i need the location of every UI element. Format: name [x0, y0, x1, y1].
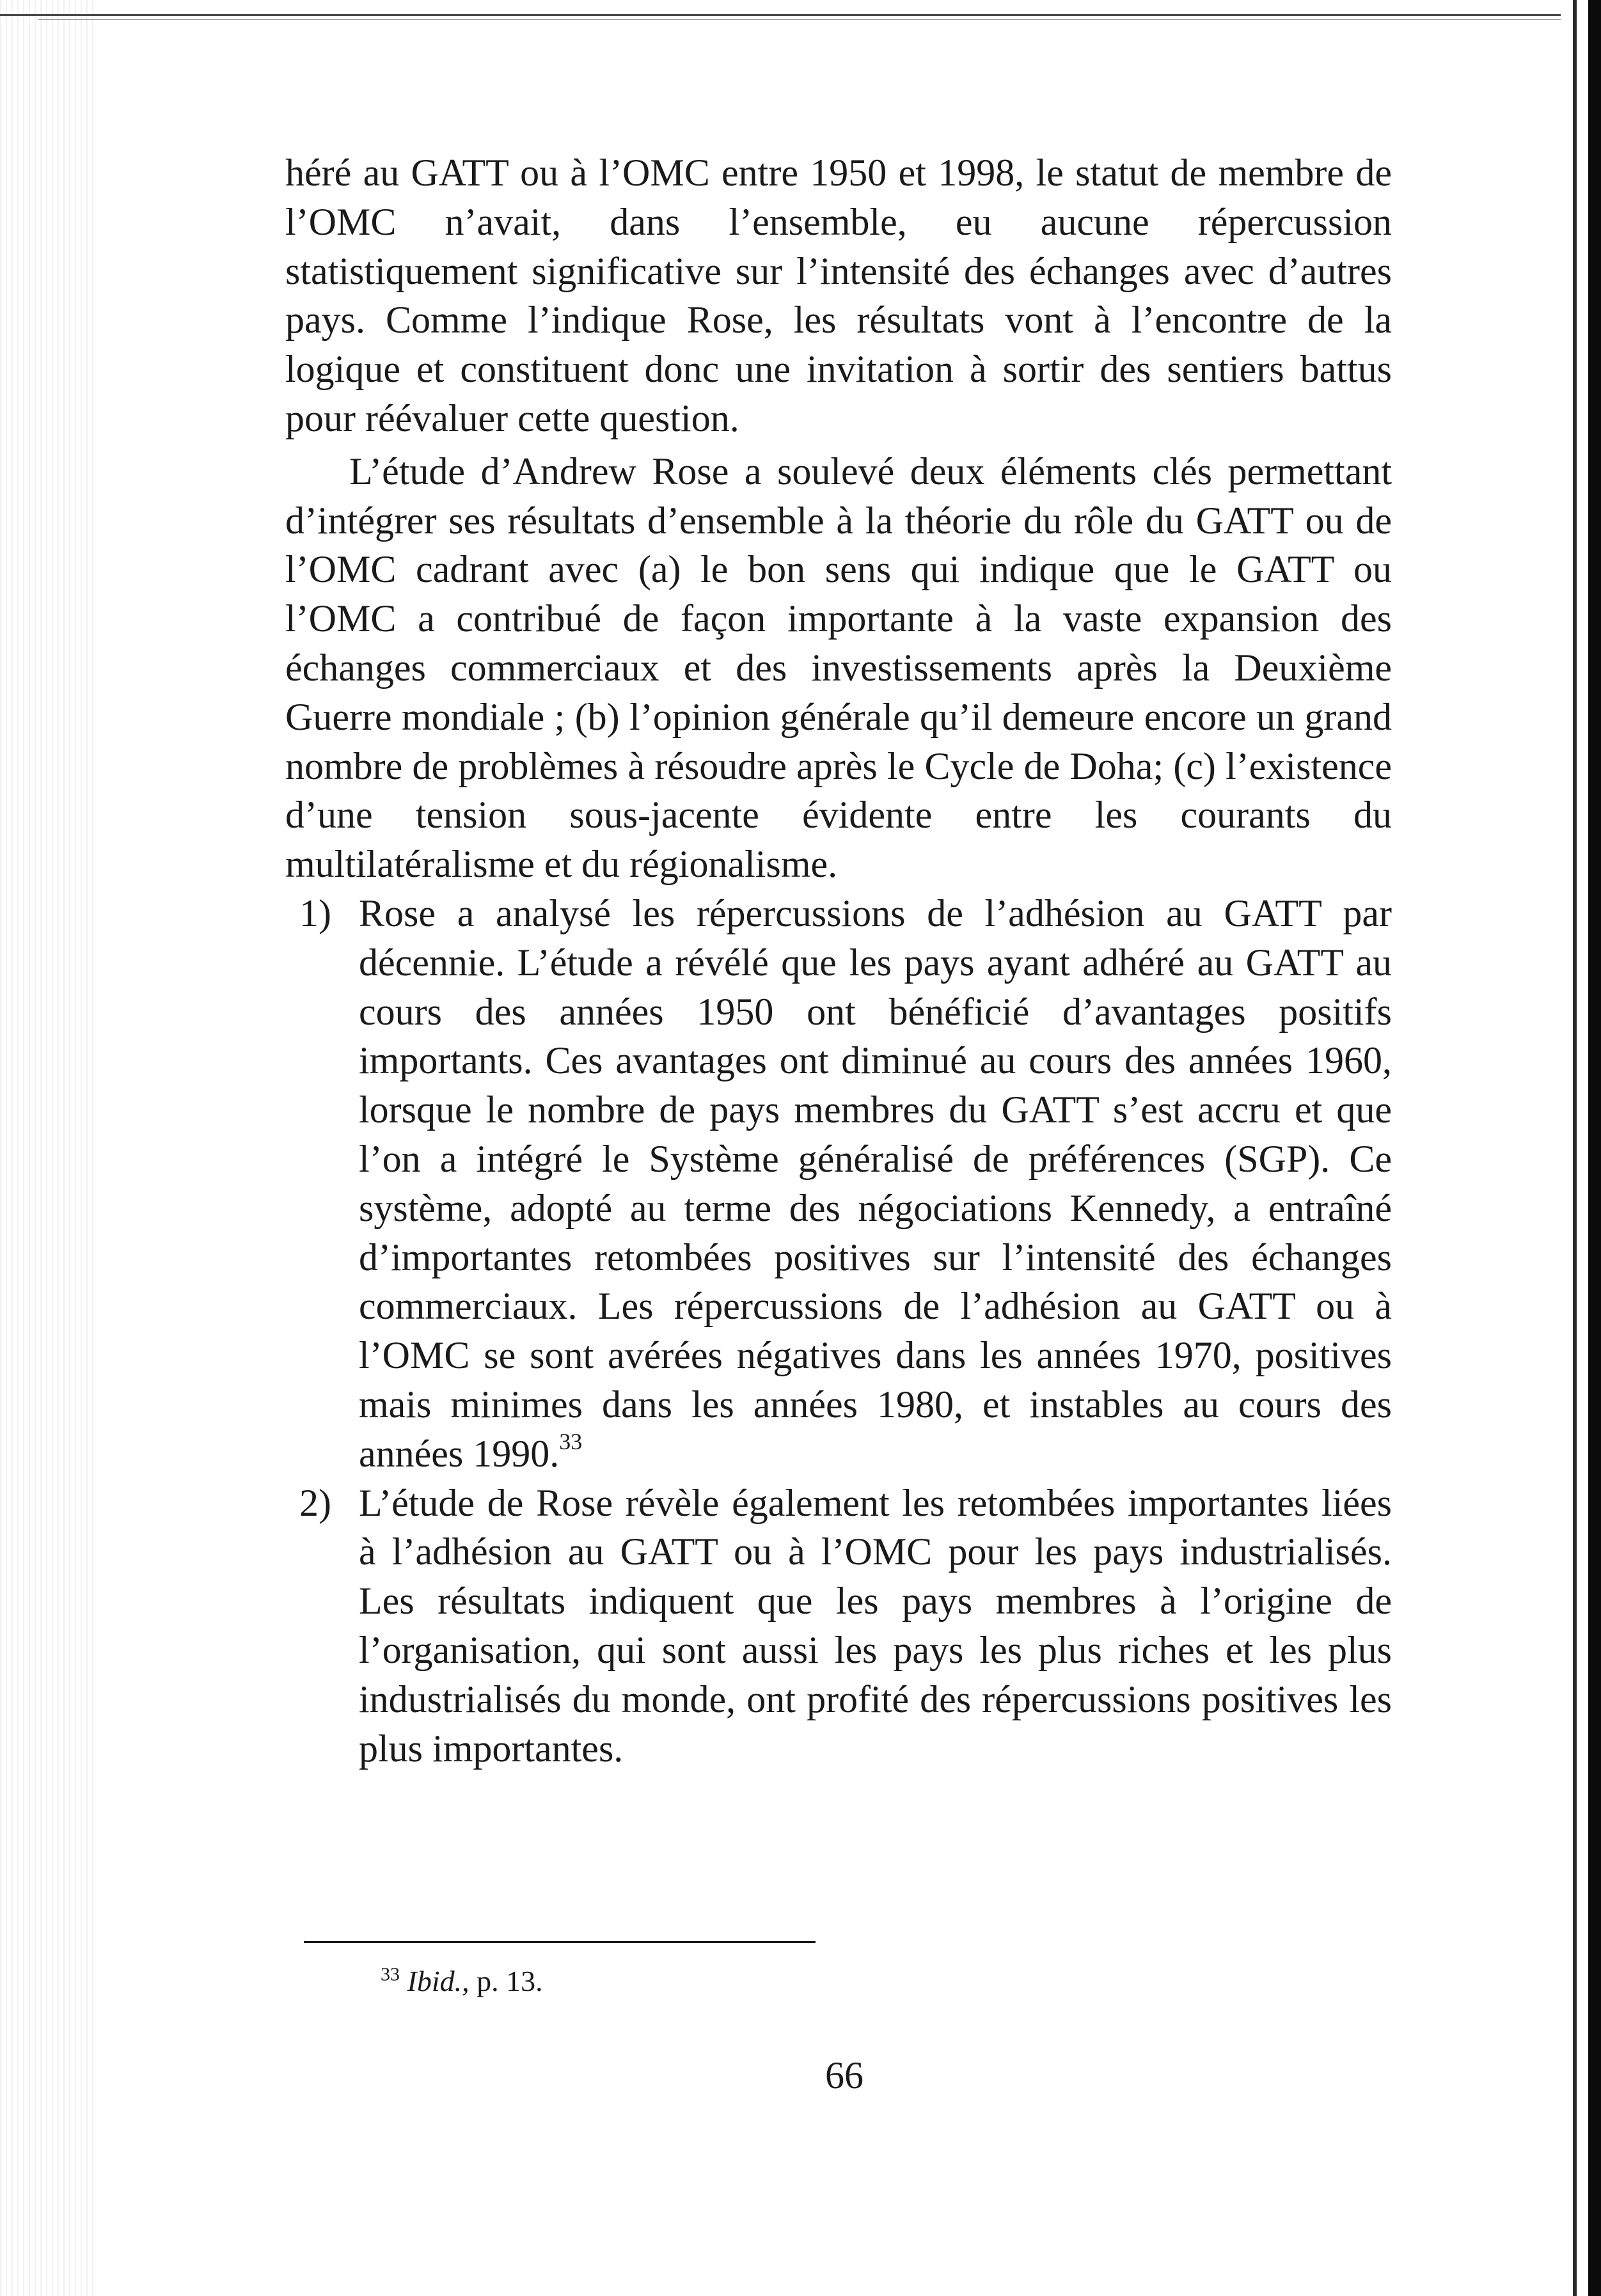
footnote-separator: [304, 1941, 816, 1943]
scan-right-border-thin: [1573, 0, 1577, 2296]
list-item: [285, 1479, 1392, 1773]
list-item-text: Rose a analysé les répercussions de l’adhésion au GATT par décennie. L’étude a révélé que les pays ayant adhéré au GATT au cours des années 1950 ont bénéficié d’avantages positifs importants. Ces avantages ont diminué au cours des années 1960, lorsque le nombre de pays membres du GATT s’est accru et que l’on a intégré le Système généralisé de préférences (SGP). Ce système, adopté au terme des négociations Kennedy, a entraîné d’importantes retombées positives sur l’intensité des échanges commerciaux. Les répercussions de l’adhésion au GATT ou à l’OMC se sont avérées négatives dans les années 1970, positives mais minimes dans les années 1980, et instables au cours des années 1990.: [359, 892, 1392, 1475]
footnote-reference[interactable]: 33: [559, 1428, 583, 1454]
paragraph-main: L’étude d’Andrew Rose a soulevé deux éléments clés permettant d’intégrer ses résultats d’ensemble à la théorie du rôle du GATT ou de l’OMC cadrant avec (a) le bon sens qui indique que le GATT ou l’OMC a contribué de façon importante à la vaste expansion des échanges commerciaux et des investissements après la Deuxième Guerre mondiale ; (b) l’opinion générale qu’il demeure encore un grand nombre de problèmes à résoudre après le Cycle de Doha; (c) l’existence d’une tension sous-jacente évidente entre les courants du multilatéralisme et du régionalisme.: [285, 450, 1392, 886]
paragraph-continued: héré au GATT ou à l’OMC entre 1950 et 1998, le statut de membre de l’OMC n’avait, dans l’ensemble, eu aucune répercussion statistiquement significative sur l’intensité des échanges avec d’autres pays. Comme l’indique Rose, les résultats vont à l’encontre de la logique et constituent donc une invitation à sortir des sentiers battus pour réévaluer cette question.: [285, 152, 1392, 439]
list-item-text: L’étude de Rose révèle également les retombées importantes liées à l’adhésion au GATT ou à l’OMC pour les pays industrialisés. Les résultats indiquent que les pays membres à l’origine de l’organisation, qui sont aussi les pays les plus riches et les plus industrialisés du monde, ont profité des répercussions positives les plus importantes.: [359, 1481, 1392, 1770]
footnote-source: Ibid.,: [407, 1965, 469, 1997]
scan-left-edge: [0, 0, 96, 2296]
scan-right-border: [1588, 0, 1601, 2296]
numbered-list: [285, 889, 1392, 1773]
list-item-number: 1): [299, 892, 331, 934]
page-body: [285, 148, 1392, 1773]
list-item: [285, 889, 1392, 1479]
footnote: [381, 1963, 543, 1999]
page-number: 66: [825, 2054, 864, 2096]
footnote-page: p. 13.: [469, 1965, 543, 1997]
scan-top-border-thin: [38, 19, 1561, 20]
list-item-number: 2): [299, 1481, 331, 1524]
scan-top-border: [0, 14, 1561, 16]
footnote-marker: 33: [381, 1963, 400, 1985]
